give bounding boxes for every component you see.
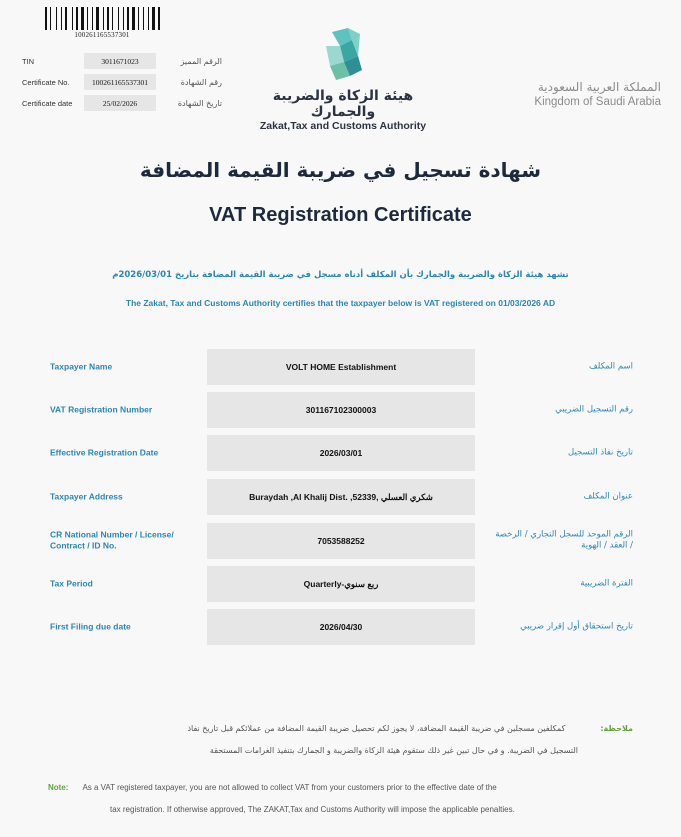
barcode-bar [81,7,84,30]
barcode-bars [43,7,161,30]
barcode-bar [92,7,93,30]
certify-statement-en: The Zakat, Tax and Customs Authority certifies that the taxpayer below is VAT registered on 01/03/2026 AD [125,298,556,308]
page-title-ar: شهادة تسجيل في ضريبة القيمة المضافة [139,158,542,182]
barcode-bar [87,7,88,30]
barcode-bar [143,7,144,30]
field-value: Quarterly-ربع سنوي [207,566,475,602]
meta-label-en: Certificate No. [22,77,70,87]
field-value: 2026/03/01 [207,435,475,471]
meta-value: 3011671023 [84,53,156,69]
field-label-en: CR National Number / License/ Contract / ID No. [50,529,174,551]
page-title-en: VAT Registration Certificate [209,204,472,226]
certify-statement-ar: تشهد هيئة الزكاة والضريبة والجمارك بأن المكلف أدناه مسجل في ضريبة القيمة المضافة بتاريخ 2026/03/01م [112,270,569,280]
field-label-ar: تاريخ استحقاق أول إقرار ضريبي [520,621,633,632]
field-first-filing-date [0,609,681,645]
field-value: Buraydah ,Al Khalij Dist. ,52339, شكري العسلي [207,479,475,515]
field-label-en: Tax Period [50,578,93,589]
meta-value: 100261165537301 [84,74,156,90]
barcode-bar [103,7,104,30]
kingdom-name-ar: المملكة العربية السعودية [537,80,661,94]
zatca-emblem-icon [318,26,368,82]
field-label-ar: اسم المكلف [588,361,633,372]
barcode-bar [158,7,160,30]
field-label-en: Effective Registration Date [50,447,159,458]
meta-label-ar: الرقم المميز [180,56,222,66]
authority-name-en: Zakat,Tax and Customs Authority [259,120,427,132]
zatca-logo [253,26,433,132]
note-arabic [43,718,633,761]
field-value: 301167102300003 [207,392,475,428]
field-label-ar: الفترة الضريبية [580,578,633,589]
certificate-meta [22,52,222,115]
field-value: 2026/04/30 [207,609,475,645]
field-label-ar: تاريخ نفاذ التسجيل [568,447,633,458]
note-english [48,777,648,820]
barcode-bar [123,7,124,30]
barcode-bar [65,7,67,30]
barcode-bar [61,7,62,30]
certificate-barcode [43,7,161,39]
field-effective-date [0,435,681,471]
barcode-bar [148,7,149,30]
field-taxpayer-address [0,479,681,515]
meta-label-ar: تاريخ الشهادة [177,98,222,108]
meta-label-ar: رقم الشهادة [180,77,222,87]
barcode-bar [56,7,57,30]
barcode-bar [112,7,113,30]
barcode-bar [76,7,78,30]
note-text-ar-line2: التسجيل في الضريبة. و في حال تبين غير ذلك ستقوم هيئة الزكاة والضريبة و الجمارك بتنفيذ الغرامات المستحقة [209,745,578,755]
note-tag-ar: ملاحظة: [600,724,633,733]
field-label-ar: رقم التسجيل الضريبي [555,404,633,415]
field-label-en: Taxpayer Address [50,491,123,502]
authority-name-ar: هيئة الزكاة والضريبة والجمارك [272,88,414,120]
barcode-bar [118,7,119,30]
meta-row-certificate-no [22,73,222,91]
field-label-en: VAT Registration Number [50,404,153,415]
field-value: VOLT HOME Establishment [207,349,475,385]
field-value: 7053588252 [207,523,475,559]
meta-value: 25/02/2026 [84,95,156,111]
field-cr-number [0,523,681,559]
note-text-ar-line1: كمكلفين مسجلين في ضريبة القيمة المضافة، لا يجوز لكم تحصيل ضريبة القيمة المضافة من عملائكم قبل تاريخ نفاذ [187,724,566,733]
barcode-bar [107,7,109,30]
barcode-bar [152,7,155,30]
field-label-ar: عنوان المكلف [583,491,633,502]
barcode-bar [72,7,73,30]
barcode-bar [138,7,139,30]
note-text-en-line2: tax registration. If otherwise approved, The ZAKAT,Tax and Customs Authority will impose the applicable penalties. [110,804,515,814]
meta-row-tin [22,52,222,70]
barcode-bar [127,7,129,30]
field-label-en: Taxpayer Name [50,361,113,372]
field-label-ar: الرقم الموحد للسجل التجاري / الرخصة / العقد / الهوية [495,529,633,551]
note-text-en-line1: As a VAT registered taxpayer, you are not allowed to collect VAT from your customers prior to the effective date of the [82,783,497,792]
barcode-bar [45,7,47,30]
barcode-bar [50,7,51,30]
kingdom-label [534,80,661,108]
note-tag-en: Note: [48,783,69,792]
field-label-en: First Filing due date [50,621,131,632]
field-vat-number [0,392,681,428]
kingdom-name-en: Kingdom of Saudi Arabia [534,96,661,108]
meta-label-en: TIN [22,56,35,66]
field-taxpayer-name [0,349,681,385]
barcode-bar [132,7,135,30]
barcode-bar [96,7,99,30]
field-tax-period [0,566,681,602]
meta-row-certificate-date [22,94,222,112]
meta-label-en: Certificate date [22,98,73,108]
barcode-number: 100261165537301 [74,31,130,39]
